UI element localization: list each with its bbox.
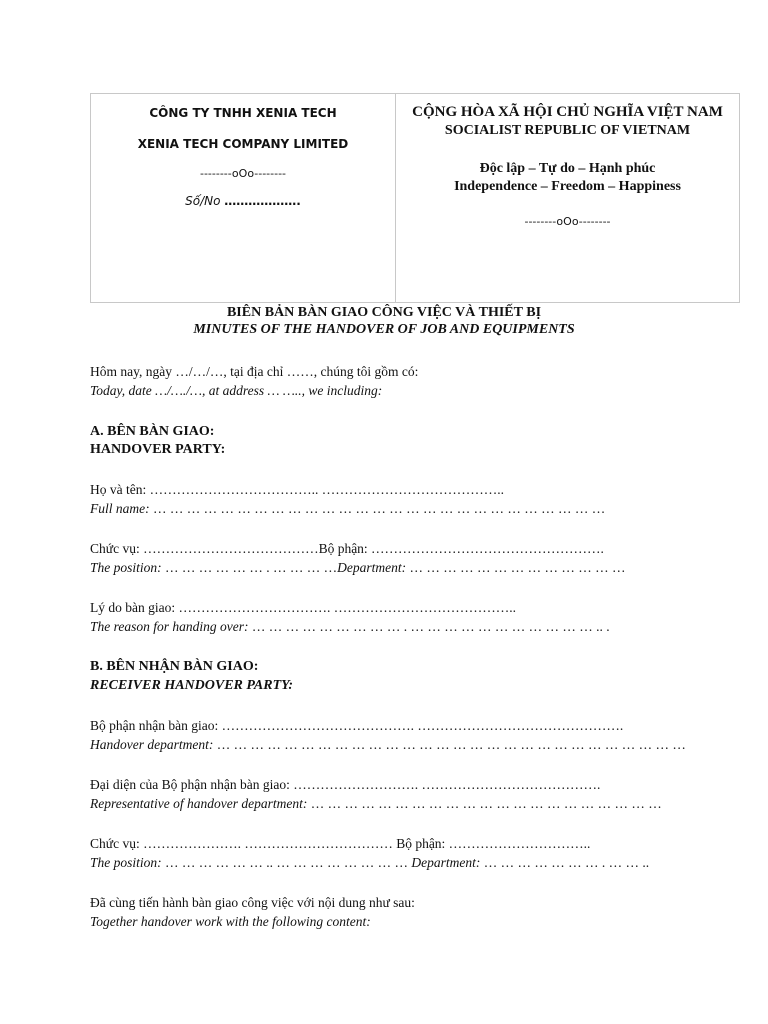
nation-name-en: SOCIALIST REPUBLIC OF VIETNAM <box>444 123 691 138</box>
handover-dept-line-vn: Bộ phận nhận bàn giao: ……………………………………. ………………………………………. <box>90 718 624 733</box>
fullname-line-en <box>90 501 605 517</box>
reason-label-en: The reason for handing over: <box>90 619 249 634</box>
department-dots-en-a: … … … … … … … … … … … … … <box>406 560 626 575</box>
section-b-heading-vn: B. BÊN NHẬN BÀN GIAO: <box>90 659 259 674</box>
handover-dept-line-en <box>90 737 686 753</box>
nation-name-vn: CỘNG HÒA XÃ HỘI CHỦ NGHĨA VIỆT NAM <box>412 104 723 120</box>
nation-cell <box>396 94 739 302</box>
section-a-heading-vn: A. BÊN BÀN GIAO: <box>90 424 215 439</box>
company-name-en: XENIA TECH COMPANY LIMITED <box>137 137 349 151</box>
intro-vn: Hôm nay, ngày …/…/…, tại địa chỉ ……, chúng tôi gồm có: <box>90 364 419 379</box>
representative-label-en: Representative of handover department: <box>90 796 308 811</box>
document-number-label: Số/No <box>185 194 225 208</box>
section-a-heading-en: HANDOVER PARTY: <box>90 442 226 457</box>
motto-vn: Độc lập – Tự do – Hạnh phúc <box>479 161 656 176</box>
fullname-line-vn: Họ và tên: ……………………………….. ………………………………….. <box>90 482 504 497</box>
intro-en: Today, date …/…./…, at address … ….., we including: <box>90 383 383 398</box>
company-name-vn: CÔNG TY TNHH XENIA TECH <box>149 106 337 120</box>
motto-en: Independence – Freedom – Happiness <box>454 179 681 194</box>
department-label-en-b: Department: <box>411 855 481 870</box>
position-label-en-b: The position: <box>90 855 162 870</box>
handover-dept-label-en: Handover department: <box>90 737 214 752</box>
position-line-vn-b: Chức vụ: …………………. …………………………… Bộ phận: ………………………….. <box>90 836 591 851</box>
title-vn: BIÊN BẢN BÀN GIAO CÔNG VIỆC VÀ THIẾT BỊ <box>226 305 542 320</box>
position-dots-en-a: … … … … … … . … … … … <box>161 560 338 575</box>
representative-line-en <box>90 796 662 812</box>
position-line-vn-a: Chức vụ: …………………………………Bộ phận: ……………………………………………. <box>90 541 604 556</box>
reason-line-en <box>90 619 610 635</box>
header-table <box>90 93 740 303</box>
title-en: MINUTES OF THE HANDOVER OF JOB AND EQUIPMENTS <box>193 322 575 337</box>
department-label-en-a: Department: <box>337 560 407 575</box>
position-line-en-a <box>90 560 626 576</box>
reason-line-vn: Lý do bàn giao: ……………………………. ………………………………….. <box>90 600 516 615</box>
department-dots-en-b: … … … … … … … . … … .. <box>480 855 650 870</box>
document-title <box>0 305 768 338</box>
position-dots-en-b: … … … … … … .. … … … … … … … … <box>161 855 412 870</box>
document-number-dots: ………………. <box>224 194 301 208</box>
company-cell <box>91 94 396 302</box>
position-line-en-b <box>90 855 649 871</box>
closing-line-vn: Đã cùng tiến hành bàn giao công việc với nội dung như sau: <box>90 895 415 910</box>
handover-dept-dots-en: … … … … … … … … … … … … … … … … … … … … … … … … … … … … <box>213 737 686 752</box>
document-number <box>91 194 395 208</box>
representative-dots-en: … … … … … … … … … … … … … … … … … … … … … <box>307 796 662 811</box>
representative-line-vn: Đại diện của Bộ phận nhận bàn giao: ………………………. …………………………………. <box>90 777 601 792</box>
fullname-label-en: Full name: <box>90 501 150 516</box>
divider-left: --------oOo-------- <box>199 167 287 180</box>
closing-line-en: Together handover work with the following content: <box>90 914 371 929</box>
position-label-en-a: The position: <box>90 560 162 575</box>
reason-dots-en: … … … … … … … … … . … … … … … … … … … … … .. . <box>248 619 610 634</box>
section-b-heading-en: RECEIVER HANDOVER PARTY: <box>90 678 294 693</box>
divider-right: --------oOo-------- <box>524 215 611 228</box>
fullname-dots-en: … … … … … … … … … … … … … … … … … … … … … … … … … … … <box>149 501 606 516</box>
